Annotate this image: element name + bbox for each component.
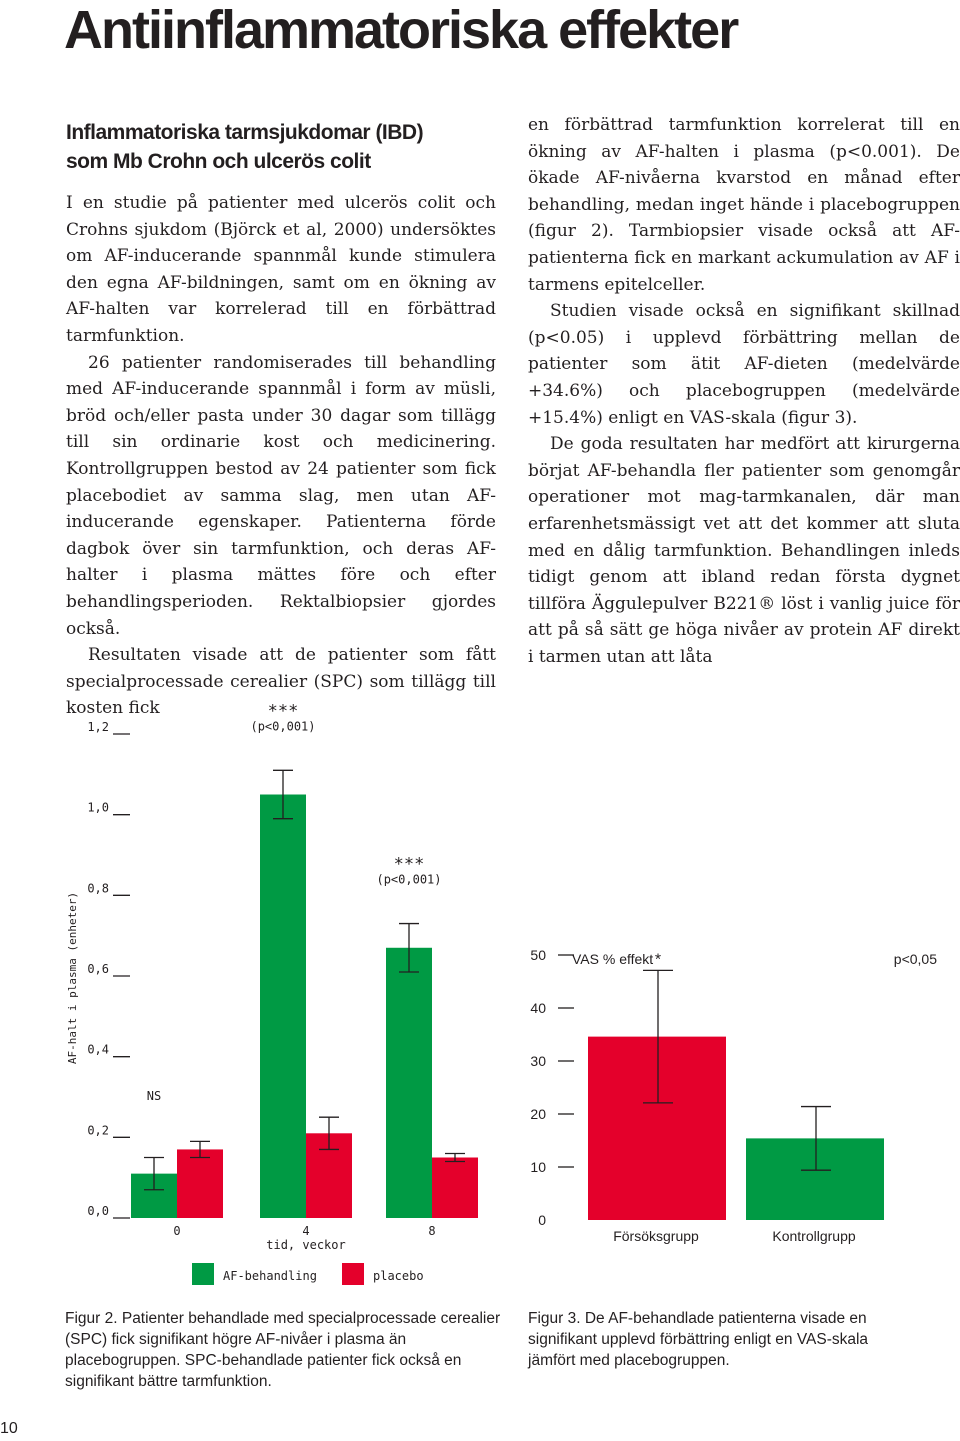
legend-label-placebo: placebo	[373, 1269, 424, 1283]
x-tick-label: 0	[173, 1224, 181, 1238]
y-tick-label: 30	[530, 1053, 546, 1069]
vas-bar	[588, 1037, 726, 1220]
significance-label: (p<0,001)	[376, 872, 442, 887]
significance-label: NS	[146, 1089, 162, 1103]
y-tick-label: 0,2	[87, 1123, 109, 1138]
figure-3-caption: Figur 3. De AF-behandlade patienterna visade en signifikant upplevd förbättring enligt en VAS-skala jämfört med placebogruppen.	[528, 1310, 869, 1369]
figure-2-caption: Figur 2. Patienter behandlade med specialprocessade cerealier (SPC) fick signifikant högre AF-nivåer i plasma än placebogruppen. SPC-behandlade patienter fick också en signifikant bättre tarmfunktion.	[65, 1310, 501, 1390]
y-tick-label: 0,6	[87, 962, 109, 976]
page-number: 10	[0, 1420, 18, 1437]
y-tick-label: 0	[538, 1212, 546, 1228]
p-value-label: p<0,05	[893, 951, 937, 967]
y-tick-label: 40	[530, 1000, 546, 1016]
y-tick-label: 0,4	[87, 1042, 109, 1057]
significance-label: (p<0,001)	[250, 719, 316, 734]
x-axis-label: tid, veckor	[266, 1238, 346, 1252]
x-tick-label: 4	[302, 1224, 310, 1238]
x-tick-label: 8	[428, 1224, 436, 1238]
significance-marker: *	[654, 951, 662, 969]
y-tick-label: 1,2	[87, 720, 109, 734]
paragraph: 26 patienter randomiserades till behandling med AF-inducerande spannmål i form av müsli, bröd och/eller pasta under 30 dagar som tillägg till sin ordinarie kost och medicinering. Kontrollgruppen bestod av 24 patienter som fick placebodiet av samma slag, men utan AF-inducerande egenskaper. Patienterna förde dagbok över sin tarmfunktion, och deras AF-halter i plasma mättes före och efter behandlingsperioden. Rektalbiopsier gjordes också.	[66, 352, 496, 639]
x-tick-label: Kontrollgrupp	[772, 1228, 856, 1244]
y-tick-label: 0,8	[87, 881, 109, 896]
page-title: Antiinflammatoriska effekter	[64, 0, 738, 60]
vas-bar	[746, 1138, 884, 1220]
significance-stars: ***	[393, 854, 425, 875]
y-axis-label: AF-halt i plasma (enheter)	[66, 891, 79, 1065]
y-tick-label: 0,0	[87, 1204, 109, 1218]
significance-stars: ***	[267, 701, 299, 722]
paragraph: De goda resultaten har medfört att kirurgerna börjat AF-behandla fler patienter som genomgår operationer mot mag-tarmkanalen, där man erfarenhetsmässigt vet att det kommer att sluta med en dålig tarmfunktion. Behandlingen inleds tidigt genom att ibland redan första dygnet tillföra Äggulepulver B221® löst i vanlig juice för att på så sätt ge höga nivåer av protein AF direkt i tarmen utan att låta	[528, 434, 960, 667]
legend-label-af: AF-behandling	[223, 1269, 317, 1283]
x-tick-label: Försöksgrupp	[613, 1228, 699, 1244]
y-tick-label: 1,0	[87, 800, 109, 815]
section-subheading: Inflammatoriska tarmsjukdomar (IBD) som Mb Crohn och ulcerös colit	[66, 121, 424, 173]
chart-title: VAS % effekt	[572, 951, 654, 967]
paragraph: Studien visade också en signifikant skillnad (p<0.05) i upplevd förbättring mellan de patienter som ätit AF-dieten (medelvärde +34.6%) och placebogruppen (medelvärde +15.4%) enligt en VAS-skala (figur 3).	[528, 301, 960, 428]
paragraph: I en studie på patienter med ulcerös colit och Crohns sjukdom (Björck et al, 2000) undersöktes om AF-inducerande spannmål kunde stimulera den egna AF-bildningen, samt om en ökning av AF-halten var korrelerad till en förbättrad tarmfunktion.	[66, 193, 496, 346]
y-tick-label: 20	[530, 1106, 546, 1122]
paragraph: Resultaten visade att de patienter som fått specialprocessade cerealier (SPC) som tillägg till kosten fick	[66, 645, 496, 719]
y-tick-label: 50	[530, 947, 546, 963]
paragraph: en förbättrad tarmfunktion korrelerat till en ökning av AF-halten i plasma (p<0.001). De ökade AF-nivåerna kvarstod en månad efter behandling, medan inget hände i placebogruppen (figur 2). Tarmbiopsier visade också att AF-patienterna fick en markant ackumulation av AF i tarmens epitelceller.	[528, 115, 960, 295]
y-tick-label: 10	[530, 1159, 546, 1175]
